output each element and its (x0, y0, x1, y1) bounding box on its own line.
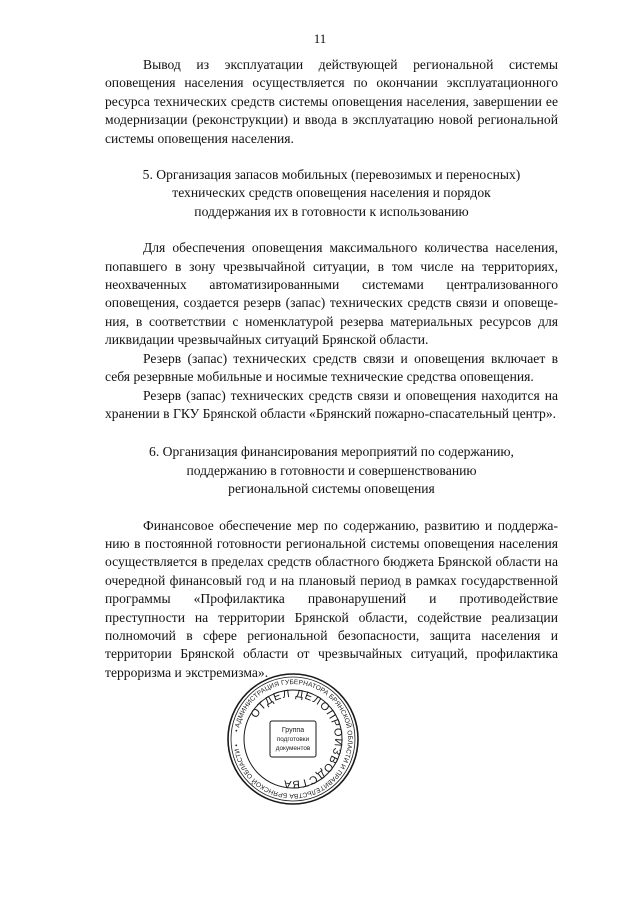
document-body (105, 56, 558, 682)
stamp-center-line3: документов (275, 745, 311, 752)
stamp-inner-text: ОТДЕЛ ДЕЛОПРОИЗВОДСТВА (248, 687, 345, 791)
section-heading-6-line1: 6. Организация финансирования мероприятий по содержанию, (149, 444, 514, 460)
section-heading-5-line2: технических средств оповещения населения и порядок (172, 185, 491, 201)
section-heading-5 (105, 166, 558, 221)
stamp-center-line1: Группа (281, 727, 305, 734)
section-heading-5-line3: поддержания их в готовности к использованию (194, 203, 469, 219)
paragraph-reserve-creation: Для обеспечения оповещения максимального количества населения, попавшего в зону чрезвычайной ситуации, в том числе на территориях, неохваченных автоматизированными системами централизованного оповещения, создается резерв (запас) технических средств связи и оповещения, в соответствии с номенклатурой резерва материальных ресурсов для ликвидации чрезвычайных ситуаций Брянской области. (105, 240, 558, 348)
paragraph-reserve-storage: Резерв (запас) технических средств связи и оповещения находится на хранении в ГКУ Брянской области «Брянский пожарно-спасательный центр». (105, 387, 558, 421)
stamp-center-line2: подготовки (276, 736, 310, 743)
paragraph-decommissioning: Вывод из эксплуатации действующей региональной системы оповещения населения осуществляется по окончании эксплуатационного ресурса технических средств системы оповещения населения, завершении ее модернизации (реконструкции) и ввода в эксплуатацию новой региональной системы оповещения населения. (105, 57, 558, 146)
page-number: 11 (313, 31, 327, 46)
paragraph-reserve-contents: Резерв (запас) технических средств связи и оповещения включает в себя резервные мобильные и носимые технические средства оповещения. (105, 350, 558, 385)
paragraph-financing: Финансовое обеспечение мер по содержанию, развитию и поддержанию в постоянной готовности региональной системы оповещения населения осуществляется в пределах средств областного бюджета Брянской области на очередной финансовый год и на плановый период в рамках государственной программы «Профилактика правонарушений и противодействие преступности на территории Брянской области, содействие реализации полномочий в сфере региональной безопасности, защита населения и территории Брянской области от чрезвычайных ситуаций, профилактика терроризма и экстремизма». (105, 517, 558, 680)
section-heading-6-line3: региональной системы оповещения (228, 481, 435, 497)
section-heading-6 (105, 443, 558, 498)
section-heading-6-line2: поддержанию в готовности и совершенствованию (186, 462, 477, 478)
section-heading-5-line1: 5. Организация запасов мобильных (перевозимых и переносных) (142, 167, 521, 183)
official-stamp (226, 672, 360, 806)
stamp-outer-text: • АДМИНИСТРАЦИЯ ГУБЕРНАТОРА БРЯНСКОЙ ОБЛАСТИ И ПРАВИТЕЛЬСТВА БРЯНСКОЙ ОБЛАСТИ • (233, 678, 354, 800)
